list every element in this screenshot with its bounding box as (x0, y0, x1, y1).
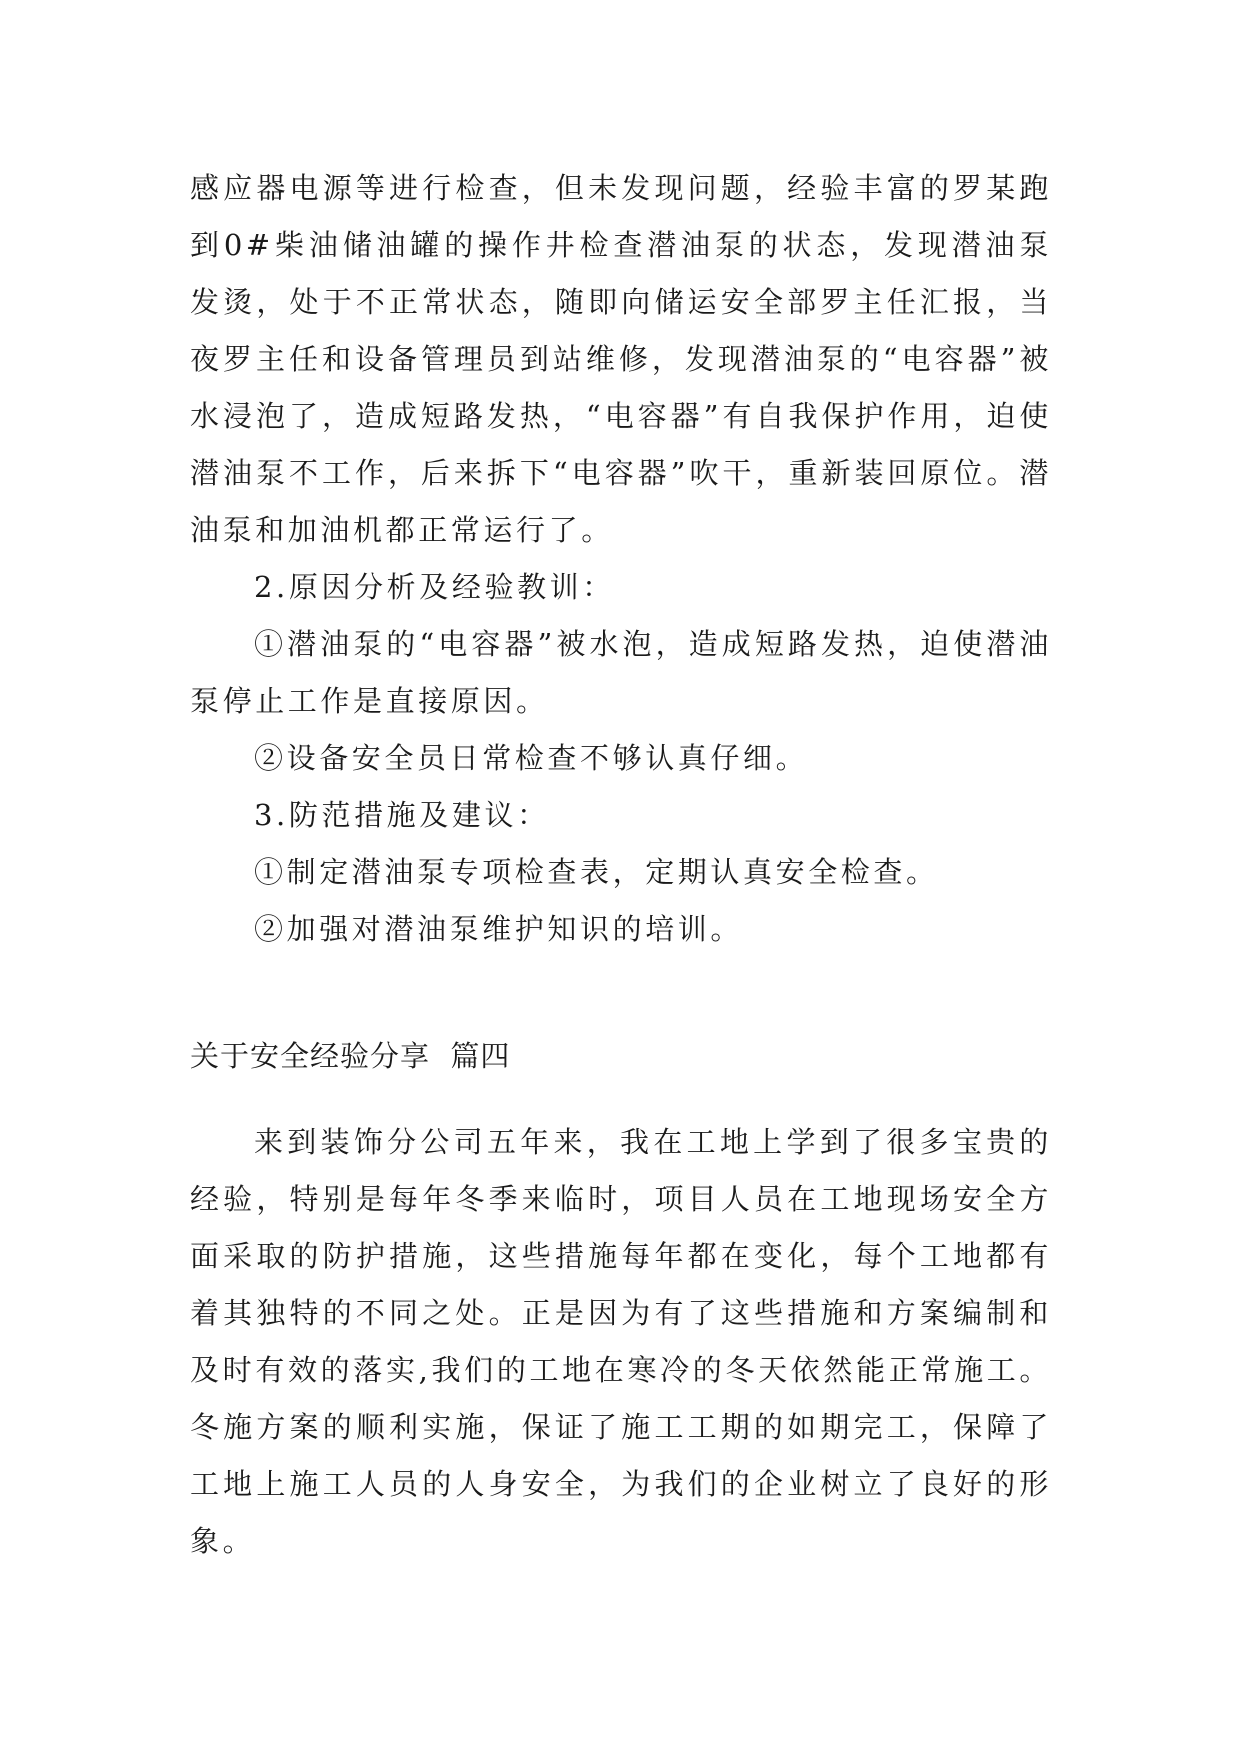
paragraph-incident-continued: 感应器电源等进行检查，但未发现问题，经验丰富的罗某跑到0#柴油储油罐的操作井检查潜油泵的状态，发现潜油泵发烫，处于不正常状态，随即向储运安全部罗主任汇报，当夜罗主任和设备管理员到站维修，发现潜油泵的“电容器”被水浸泡了，造成短路发热，“电容器”有自我保护作用，迫使潜油泵不工作，后来拆下“电容器”吹干，重新装回原位。潜油泵和加油机都正常运行了。 (190, 171, 1052, 547)
measure-item-2: ②加强对潜油泵维护知识的培训。 (254, 912, 744, 946)
cause-item-1: ①潜油泵的“电容器”被水泡，造成短路发热，迫使潜油泵停止工作是直接原因。 (190, 627, 1052, 718)
document-content (190, 160, 1052, 1570)
heading-cause-analysis: 2.原因分析及经验教训： (254, 570, 615, 604)
cause-item-2: ②设备安全员日常检查不够认真仔细。 (254, 741, 809, 775)
heading-preventive-measures: 3.防范措施及建议： (254, 798, 550, 832)
measure-item-1: ①制定潜油泵专项检查表，定期认真安全检查。 (254, 855, 939, 889)
section-title-part-four: 关于安全经验分享 篇四 (190, 1039, 511, 1073)
paragraph-part-four: 来到装饰分公司五年来，我在工地上学到了很多宝贵的经验，特别是每年冬季来临时，项目人员在工地现场安全方面采取的防护措施，这些措施每年都在变化，每个工地都有着其独特的不同之处。正是因为有了这些措施和方案编制和及时有效的落实,我们的工地在寒冷的冬天依然能正常施工。冬施方案的顺利实施，保证了施工工期的如期完工，保障了工地上施工人员的人身安全，为我们的企业树立了良好的形象。 (190, 1125, 1052, 1558)
